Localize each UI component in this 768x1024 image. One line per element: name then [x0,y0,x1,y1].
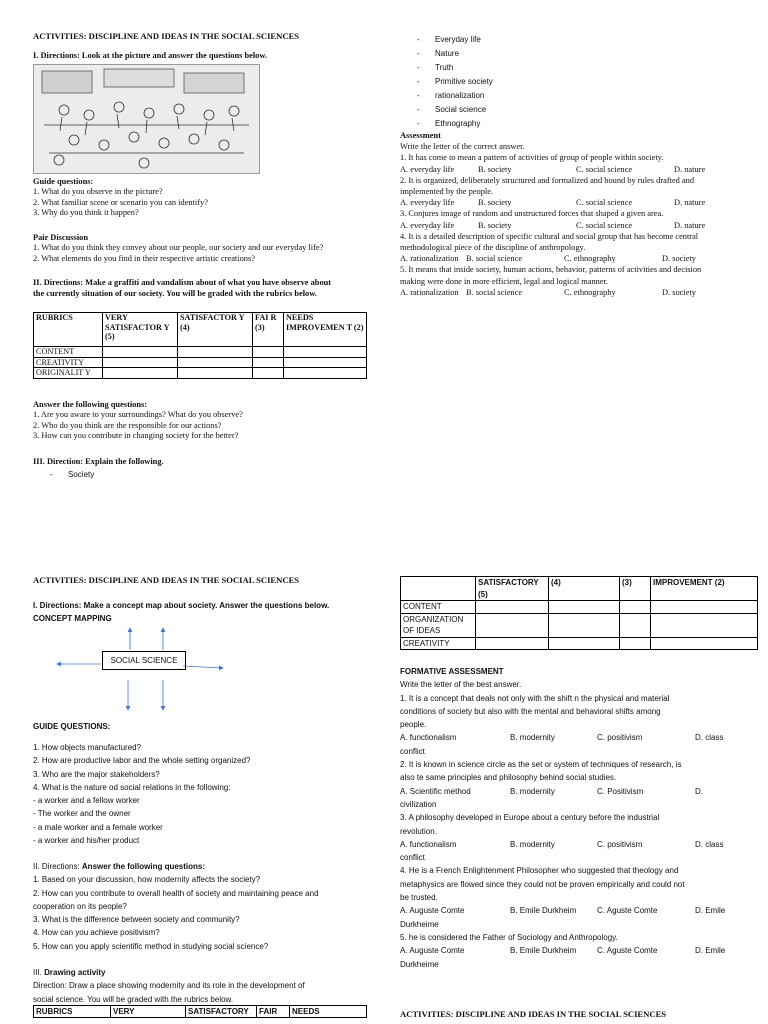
question-text: also te same principles and philosophy behind social studies. [400,773,617,783]
answer-option: D. class [695,733,724,743]
directions-1: I. Directions: Make a concept map about society. Answer the questions below. [33,601,330,610]
question: 1. Based on your discussion, how modernity affects the society? [33,875,261,885]
answer-options [400,838,745,851]
page-title: ACTIVITIES: DISCIPLINE AND IDEAS IN THE SOCIAL SCIENCES [33,575,300,585]
answer-options [400,944,745,957]
term-item: - Nature [417,49,460,58]
formative-assessment [400,665,745,971]
answer-option: B. social science [466,254,523,264]
formative-questions [400,692,745,971]
term-item: - Ethnography [417,119,481,128]
question: 5. How can you apply scientific method in studying social science? [33,941,269,951]
assessment-section [400,130,734,298]
answer-option: A. rationalization [400,287,459,297]
rubrics-header-row: SATISFACTORY (5) (4) (3) IMPROVEMENT (2) [401,577,758,601]
guide-question: - a worker and a fellow worker [33,796,140,806]
answer-option: C. social science [576,220,633,230]
table-header: SATISFACTOR Y (4) [178,313,253,347]
question-text: 2. It is known in science circle as the set or system of techniques of research, is [400,760,682,770]
answer-option-continued: Durkheime [400,919,439,929]
question: 2. How can you contribute to overall health of society and maintaining peace and [33,888,319,898]
answer-option: A. rationalization [400,254,459,264]
question-text: conditions of society but also with the mental and behavioral shifts among [400,706,661,716]
guide-questions-heading: GUIDE QUESTIONS: [33,722,111,731]
answer-option: A. everyday life [400,198,455,208]
answer-option-continued: conflict [400,746,425,756]
table-row: ORIGINALIT Y [34,368,367,379]
answer-option: B. modernity [510,839,555,849]
answer-option: C. social science [576,164,633,174]
formative-heading: FORMATIVE ASSESSMENT [400,667,504,676]
question-text: 4. He is a French Enlightenment Philosopher who suggested that theology and [400,866,679,876]
question: 4. How can you achieve positivism? [33,928,160,938]
answer-options [400,785,745,798]
answer-option: C. positivism [597,733,643,743]
answer-option: C. positivism [597,839,643,849]
pair-question: 2. What elements do you find in their respective artistic creations? [33,253,255,263]
terms-list [417,33,493,131]
question-text: revolution. [400,826,437,836]
answer-option-continued: conflict [400,853,425,863]
answer-question: 1. Are you aware to your surroundings? What do you observe? [33,410,243,419]
answer-option: D. [695,786,703,796]
term-item: - Truth [417,63,454,72]
rubrics-header-row [34,313,367,347]
guide-questions-list [33,187,208,219]
question-text: methodological piece of the discipline of anthropology. [400,243,586,253]
pair-discussion-heading: Pair Discussion [33,233,88,242]
question-text: 4. It is a detailed description of specific cultural and social group that has become central [400,231,699,241]
rubrics-header-row: RUBRICS VERY SATISFACTORY FAIR NEEDS [34,1006,367,1018]
concept-mapping-heading: CONCEPT MAPPING [33,614,112,623]
assessment-intro: Write the letter of the correct answer. [400,142,525,152]
question: 3. What is the difference between society and community? [33,915,240,925]
table-row: CREATIVITY [34,357,367,368]
table-header: RUBRICS [34,313,103,347]
answer-option: A. functionalism [400,839,457,849]
answer-question: 3. How can you contribute in changing society for the better? [33,431,239,441]
page-title: ACTIVITIES: DISCIPLINE AND IDEAS IN THE SOCIAL SCIENCES [33,31,300,41]
answer-option: A. functionalism [400,733,457,743]
answer-option: D. Emile [695,946,726,956]
directions-3: III. Drawing activity Direction: Draw a place showing modernity and its role in the development of social science. You will be graded with the rubrics below. [33,968,305,1004]
answer-option: C. ethnography [564,254,616,264]
question-text: making were done in more efficient, legal and logical manner. [400,276,608,286]
question-text: implemented by the people. [400,187,494,197]
guide-question: 2. What familiar scene or scenario you can identify? [33,197,208,207]
answer-option: B. social science [466,287,523,297]
term-item: - rationalization [417,91,485,100]
question-text: 1. It has come to mean a pattern of activities of group of people within society. [400,153,664,163]
answer-option: B. society [478,198,512,208]
answer-option-continued: civilization [400,799,437,809]
question: cooperation on its people? [33,901,127,911]
question-text: 1. It is a concept that deals not only with the shift n the physical and material [400,693,670,703]
term-item: - Social science [417,105,487,114]
guide-question: - a worker and his/her product [33,836,140,846]
answer-option: D. nature [674,198,706,208]
guide-question: 2. How are productive labor and the whole setting organized? [33,756,251,766]
question-text: 5. he is considered the Father of Sociology and Anthropology. [400,932,618,942]
answer-option: D. class [695,839,724,849]
answer-options [400,731,745,744]
answer-options [400,287,734,298]
answer-option: A. everyday life [400,164,455,174]
term-item: - Society [50,470,95,479]
pair-discussion-list [33,243,323,264]
question-text: 5. It means that inside society, human actions, behavior, patterns of activities and decision [400,265,702,275]
question-text: 3. A philosophy developed in Europe about a century before the industrial [400,813,660,823]
page-title: ACTIVITIES: DISCIPLINE AND IDEAS IN THE SOCIAL SCIENCES [400,1009,667,1019]
table-row: CONTENT [34,347,367,358]
answer-questions-heading: Answer the following questions: [33,400,148,409]
answer-options [400,197,734,208]
table-header: NEEDS IMPROVEMEN T (2) [284,313,367,347]
directions-1: I. Directions: Look at the picture and answer the questions below. [33,51,268,60]
directions-3: III. Direction: Explain the following. [33,457,164,466]
answer-option: D. society [662,287,696,297]
answer-option: B. society [478,164,512,174]
answer-questions-list [33,410,243,442]
pair-question: 1. What do you think they convey about our people, our society and our everyday life? [33,243,324,252]
classroom-sketch-image [33,64,260,174]
answer-option: B. Emile Durkheim [510,906,577,916]
answer-options [400,164,734,175]
answer-option: A. everyday life [400,220,455,230]
answer-option: B. modernity [510,733,555,743]
answer-question: 2. Who do you think are the responsible for our actions? [33,420,222,430]
term-item: - Primitive society [417,77,493,86]
guide-questions-heading: Guide questions: [33,177,94,186]
question-text: 2. It is organized, deliberately structured and formalized and bound by rules drafted and [400,175,695,185]
drawing-rubrics-table [33,1005,367,1018]
assessment-questions [400,152,734,298]
table-row: CONTENT [401,601,758,614]
guide-question: 1. What do you observe in the picture? [33,187,163,196]
answer-option: C. Aguste Comte [597,946,658,956]
formative-intro: Write the letter of the best answer. [400,680,522,690]
guide-questions-list [33,741,250,847]
answer-option: D. nature [674,220,706,230]
answer-option: C. social science [576,198,633,208]
directions-2: II. Directions: Make a graffiti and vandalism about of what you have observe about the currently situation of our society. You will be graded with the rubrics below. [33,278,332,298]
answer-options [400,253,734,264]
guide-question: 3. Who are the major stakeholders? [33,769,160,779]
directions-2: II. Directions: Answer the following questions: 1. Based on your discussion, how modernity affects the society? 2. How can you contribute to overall health of society and maintaining peace and cooperation on its people? 3. What is the difference between society and community? 4. How can you achieve positivism? 5. How can you apply scientific method in studying social science? [33,860,319,953]
answer-option: A. Auguste Comte [400,906,465,916]
answer-options [400,904,745,917]
answer-option: B. society [478,220,512,230]
guide-question: - The worker and the owner [33,809,131,819]
answer-options [400,220,734,231]
guide-question: 3. Why do you think it happen? [33,208,139,218]
table-row: ORGANIZATION OF IDEAS [401,613,758,637]
question-text: 3. Conjures image of random and unstructured forces that shaped a given area. [400,209,664,219]
rubrics-table [33,312,367,379]
rubrics-table-2 [400,576,758,650]
answer-option: A. Auguste Comte [400,946,465,956]
answer-option: C. ethnography [564,287,616,297]
answer-option: B. modernity [510,786,555,796]
answer-option: C. Positivism [597,786,644,796]
guide-question: 4. What is the nature od social relations in the following: [33,782,231,792]
question-text: metaphysics are flowed since they could not be proven empirically and could not [400,879,685,889]
guide-question: 1. How objects manufactured? [33,743,142,752]
guide-question: - a male worker and a female worker [33,822,163,832]
answer-option: D. Emile [695,906,726,916]
answer-option: B. Emile Durkheim [510,946,577,956]
answer-option: D. society [662,254,696,264]
question-text: be trusted. [400,893,438,903]
table-header: VERY SATISFACTOR Y (5) [103,313,178,347]
question-text: people. [400,720,427,730]
answer-option-continued: Durkheime [400,959,439,969]
answer-option: A. Scientific method [400,786,471,796]
term-item: - Everyday life [417,35,481,44]
concept-map-center: SOCIAL SCIENCE [102,651,186,670]
table-row: CREATIVITY [401,637,758,650]
assessment-heading: Assessment [400,131,441,140]
table-header: FAI R (3) [253,313,284,347]
answer-option: C. Aguste Comte [597,906,658,916]
answer-option: D. nature [674,164,706,174]
